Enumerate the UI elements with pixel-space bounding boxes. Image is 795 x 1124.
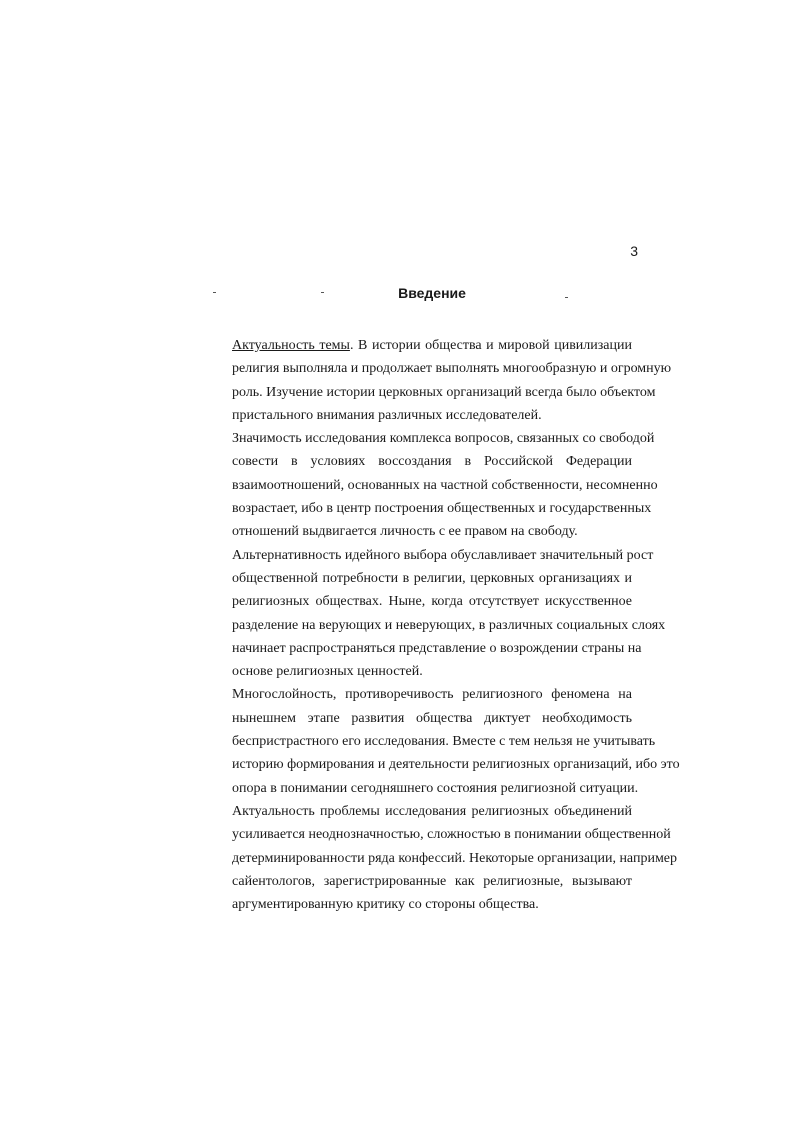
section-heading: Введение [398,285,466,301]
line-text: роль. Изучение истории церковных организаций всегда было объектом [232,384,656,400]
paragraph [232,800,678,916]
text-line [232,544,654,567]
paragraph [232,427,658,543]
text-line [232,637,642,660]
text-line [232,823,671,846]
text-line [232,334,632,357]
text-line [232,707,632,730]
line-text: общественной потребности в религии, церковных организациях и [232,570,632,586]
text-line [232,870,632,893]
line-text: опора в понимании сегодняшнего состояния религиозной ситуации. [232,780,639,796]
line-text: сайентологов, зарегистрированные как религиозные, вызывают [232,873,632,889]
line-text: Значимость исследования комплекса вопросов, связанных со свободой [232,431,655,447]
text-line [232,730,656,753]
line-text: Актуальность проблемы исследования религиозных объединений [232,803,632,819]
line-text: религия выполняла и продолжает выполнять многообразную и огромную [232,361,672,377]
text-line [232,497,652,520]
line-text: . В истории общества и мировой цивилизации [349,338,632,353]
line-text: детерминированности ряда конфессий. Некоторые организации, например [232,850,678,866]
line-text: отношений выдвигается личность с ее правом на свободу. [232,524,578,540]
text-line [232,381,656,404]
line-text: историю формирования и деятельности религиозных организаций, ибо это [232,757,680,773]
line-text: совести в условиях воссоздания в Российской Федерации [232,454,632,470]
text-line [232,450,632,473]
text-line [232,660,632,683]
text-line [232,427,655,450]
line-text: начинает распространяться представление о возрождении страны на [232,640,642,656]
scan-speck [213,292,216,293]
text-line [232,753,680,776]
line-text: нынешнем этапе развития общества диктует необходимость [232,710,632,726]
paragraph [232,544,666,684]
text-line [232,800,632,823]
line-text: возрастает, ибо в центр построения общественных и государственных [232,501,652,517]
text-line [232,683,632,706]
line-text: аргументированную критику со стороны общества. [232,897,539,913]
line-text: беспристрастного его исследования. Вместе с тем нельзя не учитывать [232,734,656,750]
text-line [232,520,632,543]
line-text: основе религиозных ценностей. [232,664,423,680]
body-text [232,334,680,916]
line-text: взаимоотношений, основанных на частной собственности, несомненно [232,477,658,493]
line-text: Альтернативность идейного выбора обуславливает значительный рост [232,547,654,563]
text-line [232,893,632,916]
text-line [232,590,632,613]
text-line [232,847,678,870]
paragraph [232,334,672,427]
text-line [232,474,658,497]
text-line [232,567,632,590]
text-line [232,614,666,637]
underlined-label: Актуальность темы [232,338,350,353]
paragraph [232,683,680,799]
text-line [232,404,632,427]
page-number: 3 [630,243,638,259]
line-text: разделение на верующих и неверующих, в различных социальных слоях [232,617,666,633]
line-text: религиозных обществах. Ныне, когда отсутствует искусственное [232,594,632,610]
line-text: пристального внимания различных исследователей. [232,407,542,423]
text-line [232,777,639,800]
line-text: Многослойность, противоречивость религиозного феномена на [232,687,632,703]
line-text: усиливается неоднозначностью, сложностью в понимании общественной [232,827,671,843]
text-line [232,357,672,380]
